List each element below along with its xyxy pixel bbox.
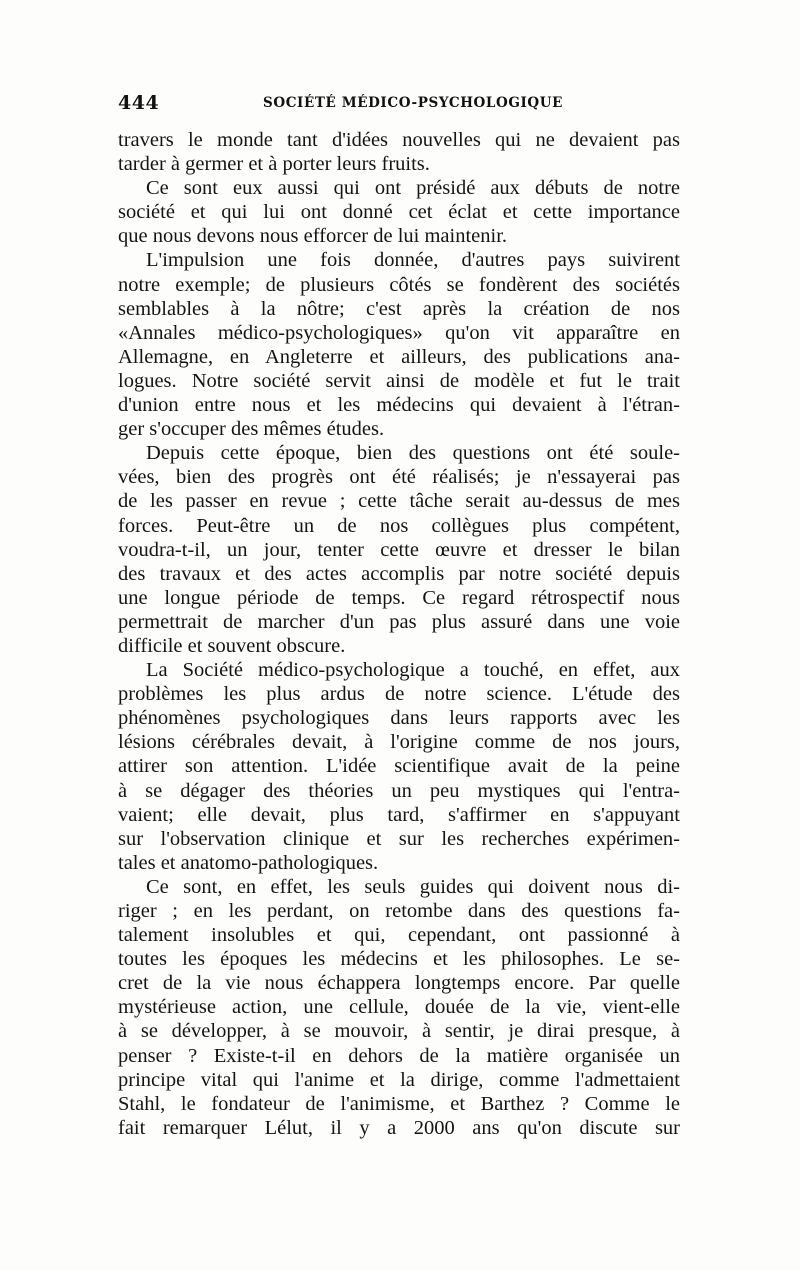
text-line: problèmes les plus ardus de notre science. L'étude des — [118, 683, 680, 706]
text-line: phénomènes psychologiques dans leurs rapports avec les — [118, 707, 680, 730]
text-line: lésions cérébrales devait, à l'origine comme de nos jours, — [118, 731, 680, 754]
text-line: difficile et souvent obscure. — [118, 634, 346, 657]
text-line: vaient; elle devait, plus tard, s'affirmer en s'appuyant — [118, 803, 680, 826]
text-line: que nous devons nous efforcer de lui maintenir. — [118, 225, 508, 248]
paragraph — [118, 176, 680, 248]
paragraph — [118, 875, 680, 1140]
text-line: riger ; en les perdant, on retombe dans des questions fa- — [118, 900, 680, 922]
text-line: La Société médico-psychologique a touché, en effet, aux — [146, 659, 680, 682]
text-line: fait remarquer Lélut, il y a 2000 ans qu'on discute sur — [118, 1116, 680, 1139]
text-line: attirer son attention. L'idée scientifique avait de la peine — [118, 755, 680, 778]
text-line: des travaux et des actes accomplis par notre société depuis — [118, 562, 680, 585]
text-line: tarder à germer et à porter leurs fruits. — [118, 153, 430, 176]
paragraph — [118, 128, 680, 176]
text-line: une longue période de temps. Ce regard rétrospectif nous — [118, 586, 680, 609]
text-line: Ce sont, en effet, les seuls guides qui doivent nous di- — [146, 875, 680, 898]
text-line: ger s'occuper des mêmes études. — [118, 418, 385, 441]
text-line: penser ? Existe-t-il en dehors de la matière organisée un — [118, 1044, 680, 1067]
text-line: à se dégager des théories un peu mystiques qui l'entra- — [118, 779, 680, 802]
running-title: SOCIÉTÉ MÉDICO-PSYCHOLOGIQUE — [263, 95, 564, 111]
text-line: permettrait de marcher d'un pas plus assuré dans une voie — [118, 610, 680, 633]
text-line: travers le monde tant d'idées nouvelles qui ne devaient pas — [118, 129, 680, 151]
text-line: cret de la vie nous échappera longtemps encore. Par quelle — [118, 972, 680, 995]
text-line: de les passer en revue ; cette tâche serait au-dessus de mes — [118, 490, 680, 513]
page-number: 444 — [118, 92, 160, 114]
paragraph — [118, 248, 680, 441]
text-line: Ce sont eux aussi qui ont présidé aux débuts de notre — [146, 177, 680, 200]
text-line: tales et anatomo-pathologiques. — [118, 851, 379, 874]
text-line: notre exemple; de plusieurs côtés se fondèrent des sociétés — [118, 273, 680, 296]
page-header — [118, 92, 678, 116]
text-line: sur l'observation clinique et sur les recherches expérimen- — [118, 827, 680, 850]
text-line: talement insolubles et qui, cependant, ont passionné à — [118, 924, 680, 947]
text-line: semblables à la nôtre; c'est après la création de nos — [118, 297, 680, 320]
body-text — [118, 128, 680, 1140]
paragraph — [118, 658, 680, 875]
text-line: voudra-t-il, un jour, tenter cette œuvre et dresser le bilan — [118, 538, 680, 561]
text-line: principe vital qui l'anime et la dirige, comme l'admettaient — [118, 1068, 680, 1091]
text-line: Stahl, le fondateur de l'animisme, et Barthez ? Comme le — [118, 1092, 680, 1115]
text-line: mystérieuse action, une cellule, douée de la vie, vient-elle — [118, 996, 680, 1019]
text-line: forces. Peut-être un de nos collègues plus compétent, — [118, 514, 680, 537]
text-line: vées, bien des progrès ont été réalisés; je n'essayerai pas — [118, 466, 680, 489]
text-line: logues. Notre société servit ainsi de modèle et fut le trait — [118, 369, 680, 392]
text-line: société et qui lui ont donné cet éclat et cette importance — [118, 201, 680, 224]
text-line: «Annales médico-psychologiques» qu'on vit apparaître en — [118, 321, 680, 344]
text-line: Depuis cette époque, bien des questions ont été soule- — [146, 442, 680, 465]
paragraph — [118, 441, 680, 658]
text-line: Allemagne, en Angleterre et ailleurs, des publications ana- — [118, 345, 680, 368]
text-line: L'impulsion une fois donnée, d'autres pays suivirent — [146, 249, 680, 272]
text-line: à se développer, à se mouvoir, à sentir, je dirai presque, à — [118, 1020, 680, 1043]
text-line: toutes les époques les médecins et les philosophes. Le se- — [118, 948, 680, 971]
text-line: d'union entre nous et les médecins qui devaient à l'étran- — [118, 394, 680, 417]
